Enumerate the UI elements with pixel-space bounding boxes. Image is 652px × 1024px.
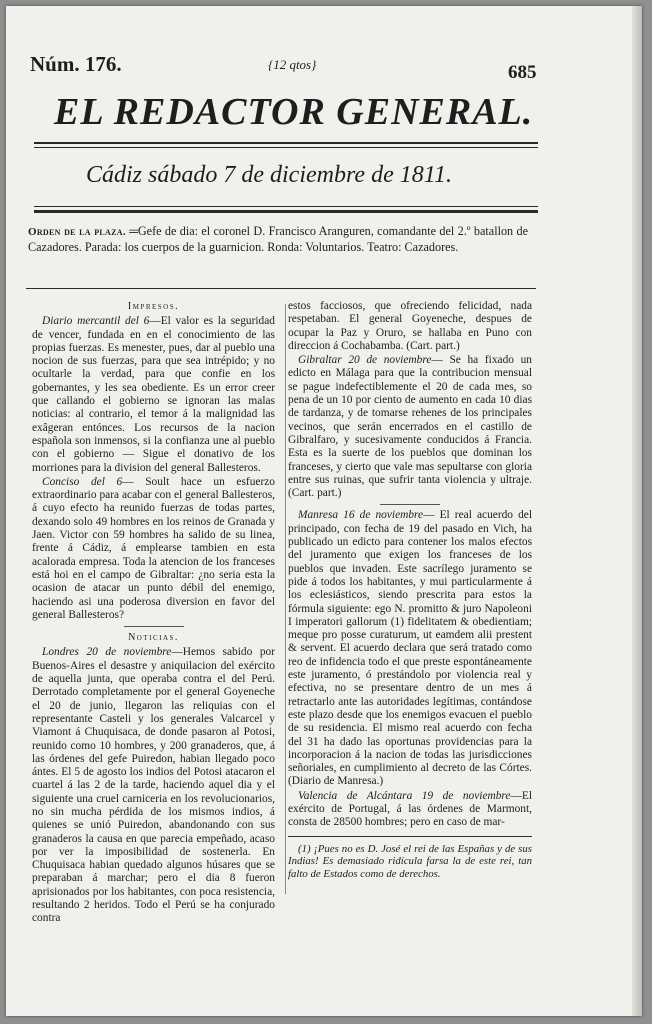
column-divider <box>285 304 286 894</box>
rule-top-1 <box>34 142 538 144</box>
right-column <box>288 300 532 900</box>
article-text: —Hemos sabido por Buenos-Aires el desastre y aniquilacion del exército de aquella junta, que operaba contra el del Perú. Derrotado completamente por el general Goyeneche el 20 de junio, llegaron las reliquias con el representante Casteli y los generales Valcarcel y Viamont á Chuquisaca, de donde pasaron al Potosi, reunido como 10 hombres, y 200 granaderos, que, á las órdenes del gefe Puiredon, habian llegado poco ántes. El 5 de agosto los indios del Potosi atacaron el cuartel á las 2 de la tarde, haciendo aquel dia y el siguiente una cruel carniceria en los revolucionarios, no sin mucha pérdida de los mismos indios, á quienes se unió Puiredon, abandonando con sus granaderos la causa en que parecia empeñado, acaso por ver la imposibilidad de sostenerla. En Chuquisaca habian quedado algunos húsares que se preparaban á marchar; pero el dia 8 fueron aprisionados por los habitantes, con poca resistencia, resultando 2 heridos. Todo el Perú se ha conjurado contra <box>32 646 276 925</box>
article-text: — Soult hace un esfuerzo extraordinario para acabar con el general Ballesteros, á cuyo efecto ha reunido fuerzas de todas partes, dexando solo 49 hombres en los reinos de Granada y Jaen. Victor con 59 hombres ha salido de su linea, frente á Cádiz, á emplearse tambien en esta acalorada empresa. Toda la atencion de los franceses está hoi en el campo de Gibraltar: ¿no seria esta la ocasion de atacar un punto débil del enemigo, haciendo asi una poderosa diversion en favor del general Ballesteros? <box>32 475 275 621</box>
order-text: ═Gefe de dia: el coronel D. Francisco Aranguren, comandante del 2.º batallon de Cazadores. Parada: los cuerpos de la guarnicion. Ronda: Voluntarios. Teatro: Cazadores. <box>28 224 529 254</box>
left-column <box>32 298 276 925</box>
article-text: —El valor es la seguridad de vencer, fundada en en el conocimiento de las propias fuerzas. Es menester, pues, dar al pueblo una nocion de sus fuerzas, para que sea intrépido; y no ocultarle la verdad, para que confie en los gobernantes, y les sea obediente. Es un error creer que callando el gobierno se ignoran las malas noticias: al contrario, el temor á la malignidad las exâgeran entónces. Los recursos de la nacion española son inmensos, si la confianza une al pueblo con el gobierno — Sigue el donativo de los morriones para la division del general Ballesteros. <box>32 315 275 474</box>
article-text: — El real acuerdo del principado, con fecha de 19 del pasado en Vich, ha publicado un edicto para contener los malos efectos del juramento que exigen los franceses de los pueblos que invaden. Este sacrílego juramento se pide á todos los habitantes, y mui particularmente á los eclesiásticos, siendo prescrita para estos la fórmula siguiente: ego N. promitto & juro Napoleoni I imperatori gallorum (1) fidelitatem & obedientiam; meque pro posse curaturum, ut eamdem alii prestent & servent. El acuerdo declara que será tratado como reo de infidencia todo el que preste espontáneamente este juramento, ó prestándolo por violencia real y efectiva, no se presentare dentro de un mes á retractarlo ante las autoridades legítimas, contándose este plazo desde que los enemigos evacuen el pueblo de su residencia. El mismo real acuerdo con fecha del 31 ha dado las oportunas providencias para la incorporacion á la nacion de todas las jurisdicciones señoriales, en cumplimiento al decreto de las Córtes. (Diario de Manresa.) <box>288 509 532 788</box>
dateline: Cádiz sábado 7 de diciembre de 1811. <box>86 162 452 188</box>
article-text: —El exército de Portugal, á las órdenes de Marmont, consta de 28500 hombres; pero en caso de mar- <box>288 789 532 829</box>
article-title: Conciso del 6 <box>42 475 123 488</box>
article-diario <box>32 315 275 475</box>
issue-number: Núm. 176. <box>30 52 122 76</box>
newspaper-page <box>6 6 642 1016</box>
article-title: Gibraltar 20 de noviembre <box>298 354 432 367</box>
price-note: {12 qtos} <box>268 57 317 72</box>
article-text: — Se ha fixado un edicto en Málaga para que la contribucion mensual se pague indefectiblemente el 20 de cada mes, so pena de un 10 por ciento de aumento en cada 10 dias de tardanza, y de tomarse rehenes de los principales vecinos, que serán encerrados en el castillo de Gibralfaro, y sucesivamente conducidos á Francia. Esta es la suerte de los pueblos que dominan los franceses, y cierto que vale mas sepultarse con gloria entre sus ruinas, que sufrir tanta violencia y ultraje. (Cart. part.) <box>288 354 532 500</box>
article-valencia <box>288 790 532 830</box>
page-number: 685 <box>508 62 537 83</box>
article-manresa <box>288 509 532 788</box>
order-of-the-day <box>28 224 528 255</box>
article-gibraltar <box>288 354 532 500</box>
section-divider <box>124 626 184 627</box>
article-conciso <box>32 476 275 622</box>
rule-order <box>26 288 536 289</box>
article-title: Manresa 16 de noviembre <box>298 509 424 522</box>
footnote: (1) ¡Pues no es D. José el rei de las Españas y de sus Indias! Es demasiado ridícula farsa la de este rei, tan falto de Estados como de derechos. <box>288 842 532 881</box>
section-divider <box>380 504 440 505</box>
article-title: Londres 20 de noviembre <box>42 646 172 659</box>
rule-mid-1 <box>34 206 538 207</box>
rule-mid-2 <box>34 210 538 213</box>
article-title: Valencia de Alcántara 19 de noviembre <box>298 789 511 802</box>
header-row <box>6 52 642 82</box>
rule-top-2 <box>34 147 538 148</box>
noticias-heading: Noticias. <box>128 632 179 644</box>
article-title: Diario mercantil del 6 <box>42 315 150 328</box>
order-label: Orden de la plaza. <box>28 226 126 238</box>
footnote-divider <box>288 836 532 837</box>
masthead-title: EL REDACTOR GENERAL. <box>54 91 534 133</box>
page-edge <box>632 6 642 1016</box>
article-continued: estos facciosos, que ofreciendo felicidad, nada respetaban. El general Goyeneche, despues de ocupar la Paz y Oruro, se hallaba en Puno con direccion á Cochabamba. (Cart. part.) <box>288 300 532 352</box>
impresos-heading: Impresos. <box>127 301 180 312</box>
article-londres <box>32 646 275 925</box>
